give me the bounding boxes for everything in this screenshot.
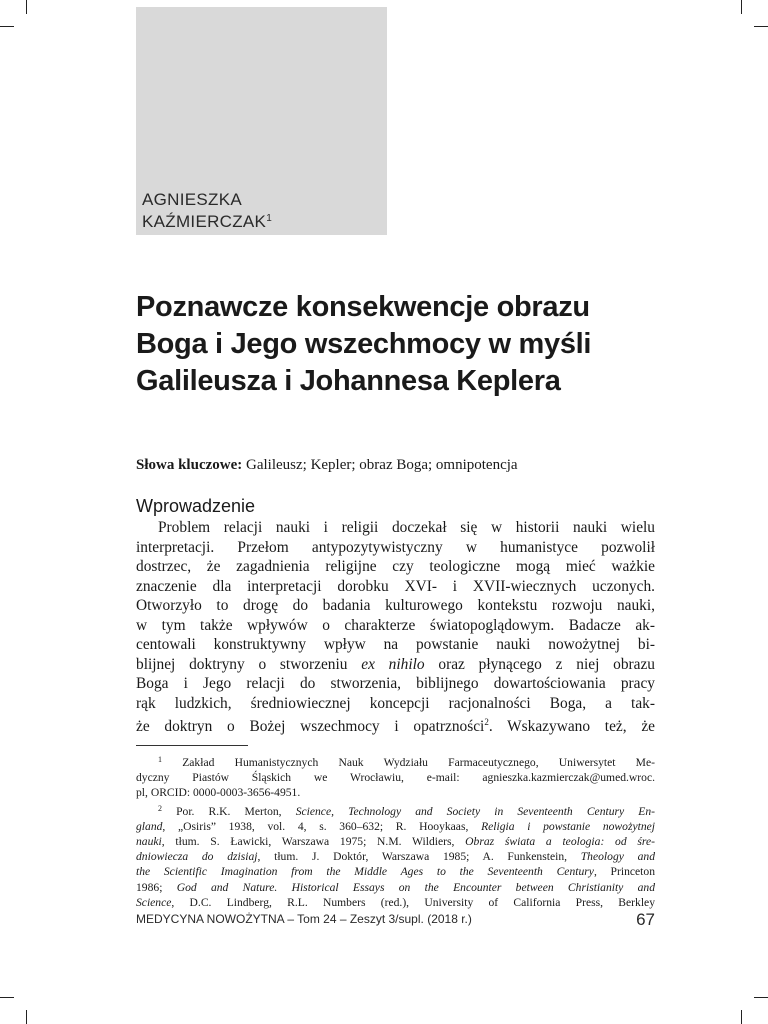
author-box	[136, 7, 387, 235]
footnote-text: , tłum. J. Doktór, Warszawa 1985; A. Funkenstein,	[257, 850, 581, 864]
title-line: Galileusza i Johannesa Keplera	[136, 365, 561, 397]
crop-mark	[26, 0, 27, 14]
crop-mark	[754, 26, 768, 27]
body-line: interpretacji. Przełom antypozytywistyczny w humanistyce pozwolił	[136, 538, 655, 556]
footnote-line	[136, 880, 655, 895]
crop-mark	[741, 0, 742, 14]
footnote-text: , „Osiris” 1938, vol. 4, s. 360–632; R. Hooykaas,	[162, 819, 482, 833]
body-text-run: blijnej doktryny o stworzeniu	[136, 655, 362, 673]
footnote-text: Zakład Humanistycznych Nauk Wydziału Farmaceutycznego, Uniwersytet Me-	[162, 756, 655, 769]
footnote-text: Por. R.K. Merton,	[162, 804, 296, 818]
crop-mark	[0, 997, 14, 998]
footnotes	[136, 752, 655, 910]
author-footnote-mark[interactable]: 1	[266, 213, 273, 224]
footnote-italic: God and Nature. Historical Essays on the Encounter between Christianity and	[176, 880, 656, 894]
title-line: Poznawcze konsekwencje obrazu	[136, 291, 590, 323]
author-name	[142, 190, 272, 231]
footnote-italic: gland	[136, 819, 163, 833]
footnote-line	[136, 864, 655, 879]
author-first-name: AGNIESZKA	[142, 190, 243, 209]
crop-mark	[741, 1010, 742, 1024]
footnote-italic: nauki	[136, 835, 162, 849]
footnote-reference[interactable]: 2	[484, 717, 489, 727]
body-line: dostrzec, że zagadnienia religijne czy teologiczne mogą mieć ważkie	[136, 558, 655, 575]
title-line: Boga i Jego wszechmocy w myśli	[136, 328, 592, 360]
footnote-italic: the Scientific Imagination from the Middle Ages to the Seventeenth Century	[136, 865, 594, 879]
body-line: znaczenie dla interpretacji dorobku XVI- i XVII-wiecznych uczonych.	[136, 577, 655, 595]
footnote-text: 1986;	[136, 880, 177, 894]
footnote-line	[136, 834, 655, 849]
footnote-divider	[136, 745, 248, 746]
body-line: rąk ludzkich, średniowiecznej koncepcji racjonalności Boga, a tak-	[136, 694, 655, 712]
keywords-label: Słowa kluczowe:	[136, 457, 243, 473]
crop-mark	[754, 997, 768, 998]
body-text-run: . Wskazywano też, że	[488, 718, 655, 736]
keywords	[136, 455, 656, 475]
footnote-italic: Religia i powstanie nowożytnej	[481, 819, 656, 833]
footnote-line: pl, ORCID: 0000-0003-3656-4951.	[136, 786, 301, 800]
footnote-italic: Science, Technology and Society in Seventeenth Century En-	[295, 804, 656, 818]
body-line: centowali konstruktywny wpływ na powstanie nauki nowożytnej bi-	[136, 636, 655, 653]
footnote-italic: Science	[136, 895, 172, 909]
footnote-line	[136, 895, 655, 910]
body-line: Otworzyło to drogę do badania kulturowego kontekstu rozwoju nauki,	[136, 597, 655, 614]
keywords-value: Galileusz; Kepler; obraz Boga; omnipotencja	[246, 457, 518, 473]
body-line: Problem relacji nauki i religii doczekał się w historii nauki wielu	[158, 519, 655, 536]
section-heading: Wprowadzenie	[136, 496, 256, 516]
crop-mark	[0, 26, 14, 27]
footnote-mark: 2	[158, 803, 162, 813]
footnote-italic: Obraz świata a teologia: od śre-	[465, 835, 655, 849]
body-text-run: że doktryn o Bożej wszechmocy i opatrzności	[136, 718, 485, 736]
footnote-line	[136, 819, 655, 834]
footnote-line	[136, 849, 655, 864]
body-text-run: oraz płynącego z niej obrazu	[424, 655, 655, 673]
footnote-line: dyczny Piastów Śląskich we Wrocławiu, e-mail: agnieszka.kazmierczak@umed.wroc.	[136, 771, 655, 785]
author-last-name: KAŹMIERCZAK	[142, 212, 267, 231]
body-line	[136, 655, 655, 675]
footnote-text: , tłum. S. Ławicki, Warszawa 1975; N.M. Wildiers,	[161, 835, 466, 849]
crop-mark	[26, 1010, 27, 1024]
page-number: 67	[636, 910, 655, 929]
article-title	[136, 289, 656, 400]
footnote-line	[136, 801, 655, 819]
footnote-italic: dniowiecza do dzisiaj	[136, 850, 258, 864]
body-line: w tym także wpływów o charakterze światopoglądowym. Badacze ak-	[136, 616, 655, 634]
footnote-line	[136, 752, 655, 770]
footnote-italic: Theology and	[580, 850, 655, 864]
body-paragraph	[136, 518, 655, 737]
body-line: Boga i Jego relacji do stworzenia, biblijnego dowartościowania pracy	[136, 675, 655, 692]
running-footer: MEDYCYNA NOWOŻYTNA – Tom 24 – Zeszyt 3/supl. (2018 r.)	[136, 912, 472, 926]
footnote-mark: 1	[158, 755, 162, 764]
footnote-text: , Princeton	[593, 865, 655, 879]
footnote-text: , D.C. Lindberg, R.L. Numbers (red.), University of California Press, Berkley	[171, 895, 655, 909]
body-line	[136, 713, 655, 737]
body-italic-run: ex nihilo	[361, 655, 425, 673]
